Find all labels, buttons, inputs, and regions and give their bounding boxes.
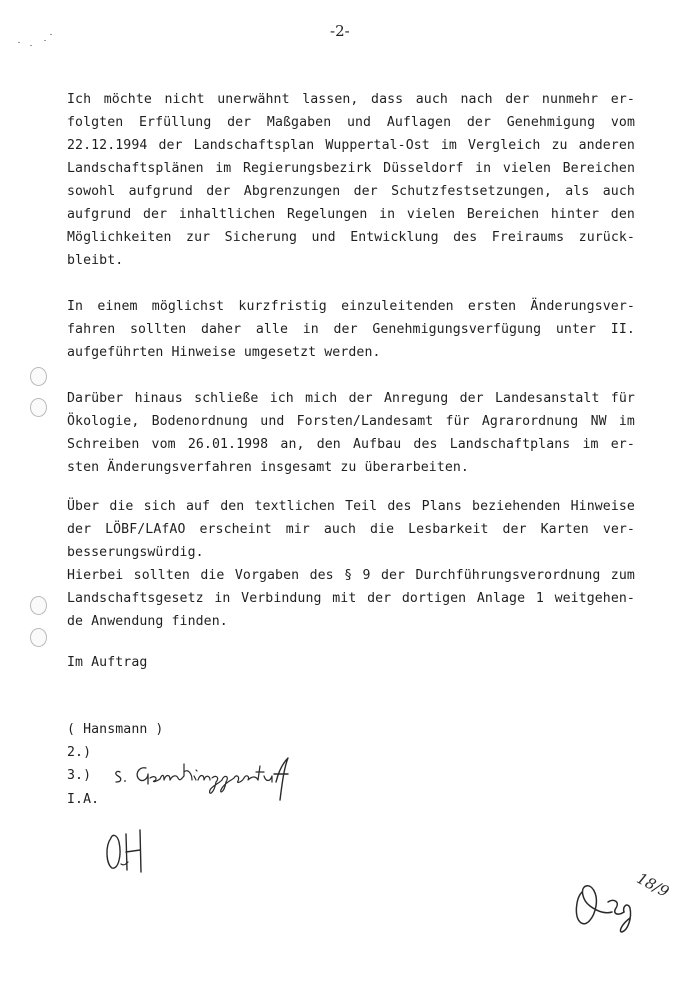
word: Landschaftsplan bbox=[193, 138, 315, 153]
word: LÖBF/LAfAO bbox=[105, 522, 186, 537]
word: textlichen bbox=[254, 499, 335, 514]
word: Bodenordnung bbox=[151, 414, 249, 429]
body-line bbox=[67, 134, 635, 157]
word: der bbox=[466, 115, 491, 130]
word: ich bbox=[269, 391, 294, 406]
word: Über bbox=[67, 499, 100, 514]
handwritten-date: 18/9 bbox=[633, 869, 672, 901]
word: Auflagen bbox=[386, 115, 452, 130]
word: Anregung bbox=[383, 391, 449, 406]
word: erscheint bbox=[199, 522, 272, 537]
word: in bbox=[475, 161, 492, 176]
word: vielen bbox=[406, 207, 456, 222]
word: die bbox=[109, 499, 134, 514]
punch-hole bbox=[30, 628, 47, 647]
body-line bbox=[67, 157, 635, 180]
word: weitgehen- bbox=[554, 591, 635, 606]
signatory-name: ( Hansmann ) bbox=[67, 722, 164, 737]
word: sollten bbox=[133, 568, 190, 583]
word: hinaus bbox=[134, 391, 183, 406]
word: im bbox=[440, 138, 457, 153]
word: 9 bbox=[362, 568, 371, 583]
word: auch bbox=[323, 522, 357, 537]
word: Teil bbox=[345, 499, 378, 514]
word: In bbox=[67, 299, 84, 314]
word: vom bbox=[151, 437, 176, 452]
word: Genehmigung bbox=[506, 115, 596, 130]
enclosure-item: 2.) bbox=[67, 745, 92, 760]
word: der bbox=[380, 568, 406, 583]
word: zum bbox=[610, 568, 635, 583]
word: Änderungsver- bbox=[530, 299, 635, 314]
word: möglichst bbox=[151, 299, 225, 314]
word: 22.12.1994 bbox=[67, 138, 148, 153]
word: Hierbei bbox=[67, 568, 124, 583]
body-line bbox=[67, 180, 635, 203]
word: einem bbox=[97, 299, 138, 314]
word: unter bbox=[555, 322, 597, 337]
word: sich bbox=[143, 499, 176, 514]
word: Landesanstalt bbox=[494, 391, 600, 406]
word: Verbindung bbox=[241, 591, 322, 606]
word: Aufbau bbox=[353, 437, 402, 452]
body-line bbox=[67, 318, 635, 341]
word: Bereichen bbox=[562, 161, 635, 176]
word: NW bbox=[590, 414, 607, 429]
word: im bbox=[582, 437, 599, 452]
word: des bbox=[309, 568, 334, 583]
word: Vergleich bbox=[468, 138, 541, 153]
punch-hole bbox=[30, 596, 47, 615]
word: Forsten/Landesamt bbox=[296, 414, 434, 429]
word: vom bbox=[610, 115, 635, 130]
handwritten-initials bbox=[102, 826, 152, 874]
word: Düsseldorf bbox=[383, 161, 464, 176]
scan-speck bbox=[18, 42, 20, 43]
word: Maßgaben bbox=[266, 115, 332, 130]
word: in bbox=[379, 207, 396, 222]
word: Ich bbox=[67, 92, 92, 107]
word: der bbox=[502, 522, 527, 537]
word: dass bbox=[371, 92, 404, 107]
word: dortigen bbox=[401, 591, 467, 606]
word: Entwicklung bbox=[350, 230, 439, 245]
word: den bbox=[316, 437, 341, 452]
word: kurzfristig bbox=[238, 299, 327, 314]
word: nunmehr bbox=[541, 92, 599, 107]
word: 1 bbox=[535, 591, 544, 606]
enclosure-item: 3.) bbox=[67, 768, 92, 783]
word: ersten bbox=[467, 299, 517, 314]
word: auf bbox=[185, 499, 211, 514]
body-line bbox=[67, 203, 635, 226]
word: Wuppertal-Ost bbox=[325, 138, 430, 153]
body-line bbox=[67, 433, 635, 456]
word: Abgrenzungen bbox=[243, 184, 341, 199]
word: unerwähnt bbox=[217, 92, 290, 107]
word: Darüber bbox=[67, 391, 124, 406]
word: Regierungsbezirk bbox=[242, 161, 372, 176]
scan-speck bbox=[44, 40, 46, 41]
word: der bbox=[367, 591, 392, 606]
word: der bbox=[67, 522, 92, 537]
word: des bbox=[387, 499, 412, 514]
punch-hole bbox=[30, 398, 47, 417]
word: § bbox=[344, 568, 353, 583]
word: zu bbox=[551, 138, 568, 153]
word: II. bbox=[610, 322, 635, 337]
word: beziehenden bbox=[472, 499, 561, 514]
word: zurück- bbox=[578, 230, 635, 245]
word: Möglichkeiten bbox=[67, 230, 172, 245]
body-line bbox=[67, 88, 635, 111]
word: der bbox=[143, 207, 168, 222]
word: 26.01.1998 bbox=[187, 437, 269, 452]
word: Sicherung bbox=[224, 230, 298, 245]
word: Hinweise bbox=[570, 499, 635, 514]
page-number: -2- bbox=[330, 22, 350, 40]
word: Landschaftsplänen bbox=[67, 161, 204, 176]
word: für bbox=[610, 391, 635, 406]
word: zur bbox=[186, 230, 211, 245]
word: alle bbox=[255, 322, 289, 337]
word: im bbox=[618, 414, 635, 429]
word: möchte bbox=[103, 92, 152, 107]
scan-speck bbox=[30, 45, 32, 46]
handwritten-note bbox=[112, 754, 302, 804]
word: der bbox=[353, 184, 378, 199]
body-line bbox=[67, 564, 635, 587]
word: nicht bbox=[164, 92, 205, 107]
word: Landschaftsgesetz bbox=[67, 591, 204, 606]
body-line bbox=[67, 387, 635, 410]
word: für bbox=[445, 414, 470, 429]
word: Durchführungsverordnung bbox=[415, 568, 601, 583]
word: den bbox=[220, 499, 245, 514]
word: Vorgaben bbox=[234, 568, 300, 583]
word: Anlage bbox=[476, 591, 526, 606]
word: aufgrund bbox=[67, 207, 132, 222]
word: anderen bbox=[578, 138, 635, 153]
word: Plans bbox=[421, 499, 462, 514]
word: mich bbox=[305, 391, 338, 406]
word: Lesbarkeit bbox=[408, 522, 489, 537]
word: als bbox=[565, 184, 590, 199]
word: und bbox=[311, 230, 336, 245]
body-line bbox=[67, 518, 635, 541]
word: Freiraums bbox=[491, 230, 565, 245]
word: der bbox=[348, 391, 373, 406]
word: inhaltlichen bbox=[178, 207, 276, 222]
word: daher bbox=[200, 322, 242, 337]
punch-hole bbox=[30, 367, 47, 386]
body-line: de Anwendung finden. bbox=[67, 614, 228, 629]
word: in bbox=[214, 591, 231, 606]
word: sowohl bbox=[67, 184, 116, 199]
word: den bbox=[610, 207, 635, 222]
word: Ökologie, bbox=[67, 414, 140, 429]
word: Karten bbox=[540, 522, 589, 537]
body-line: sten Änderungsverfahren insgesamt zu überarbeiten. bbox=[67, 460, 469, 475]
body-line: aufgeführten Hinweise umgesetzt werden. bbox=[67, 345, 381, 360]
word: schließe bbox=[194, 391, 259, 406]
word: einzuleitenden bbox=[341, 299, 454, 314]
word: ver- bbox=[602, 522, 635, 537]
word: nach bbox=[460, 92, 493, 107]
word: Erfüllung bbox=[139, 115, 212, 130]
word: mir bbox=[285, 522, 310, 537]
word: der bbox=[158, 138, 183, 153]
word: der bbox=[206, 184, 231, 199]
word: hinter bbox=[550, 207, 600, 222]
word: lassen, bbox=[302, 92, 359, 107]
word: Schreiben bbox=[67, 437, 140, 452]
body-line bbox=[67, 495, 635, 518]
word: und bbox=[346, 115, 372, 130]
body-line bbox=[67, 111, 635, 134]
body-line: besserungswürdig. bbox=[67, 545, 204, 560]
scan-speck bbox=[50, 34, 52, 35]
word: an, bbox=[280, 437, 305, 452]
word: Agrarordnung bbox=[481, 414, 579, 429]
word: der bbox=[459, 391, 484, 406]
word: auch bbox=[602, 184, 635, 199]
word: vielen bbox=[502, 161, 552, 176]
word: folgten bbox=[67, 115, 124, 130]
word: in bbox=[302, 322, 319, 337]
word: er- bbox=[610, 437, 635, 452]
word: Bereichen bbox=[466, 207, 540, 222]
word: der bbox=[505, 92, 530, 107]
enclosure-item: I.A. bbox=[67, 792, 100, 807]
word: des bbox=[413, 437, 438, 452]
word: die bbox=[200, 568, 225, 583]
word: Regelungen bbox=[287, 207, 368, 222]
word: fahren bbox=[67, 322, 116, 337]
word: Landschaftplans bbox=[449, 437, 571, 452]
word: auch bbox=[415, 92, 448, 107]
word: aufgrund bbox=[128, 184, 193, 199]
word: mit bbox=[332, 591, 357, 606]
word: Genehmigungsverfügung bbox=[372, 322, 542, 337]
body-line bbox=[67, 587, 635, 610]
word: er- bbox=[610, 92, 635, 107]
body-line: bleibt. bbox=[67, 253, 124, 268]
body-line bbox=[67, 226, 635, 249]
word: im bbox=[215, 161, 232, 176]
word: sollten bbox=[129, 322, 187, 337]
body-line bbox=[67, 295, 635, 318]
word: der bbox=[227, 115, 252, 130]
word: die bbox=[370, 522, 395, 537]
closing-text: Im Auftrag bbox=[67, 655, 148, 670]
word: der bbox=[333, 322, 358, 337]
word: und bbox=[260, 414, 285, 429]
word: Schutzfestsetzungen, bbox=[391, 184, 552, 199]
word: des bbox=[453, 230, 478, 245]
body-line bbox=[67, 410, 635, 433]
